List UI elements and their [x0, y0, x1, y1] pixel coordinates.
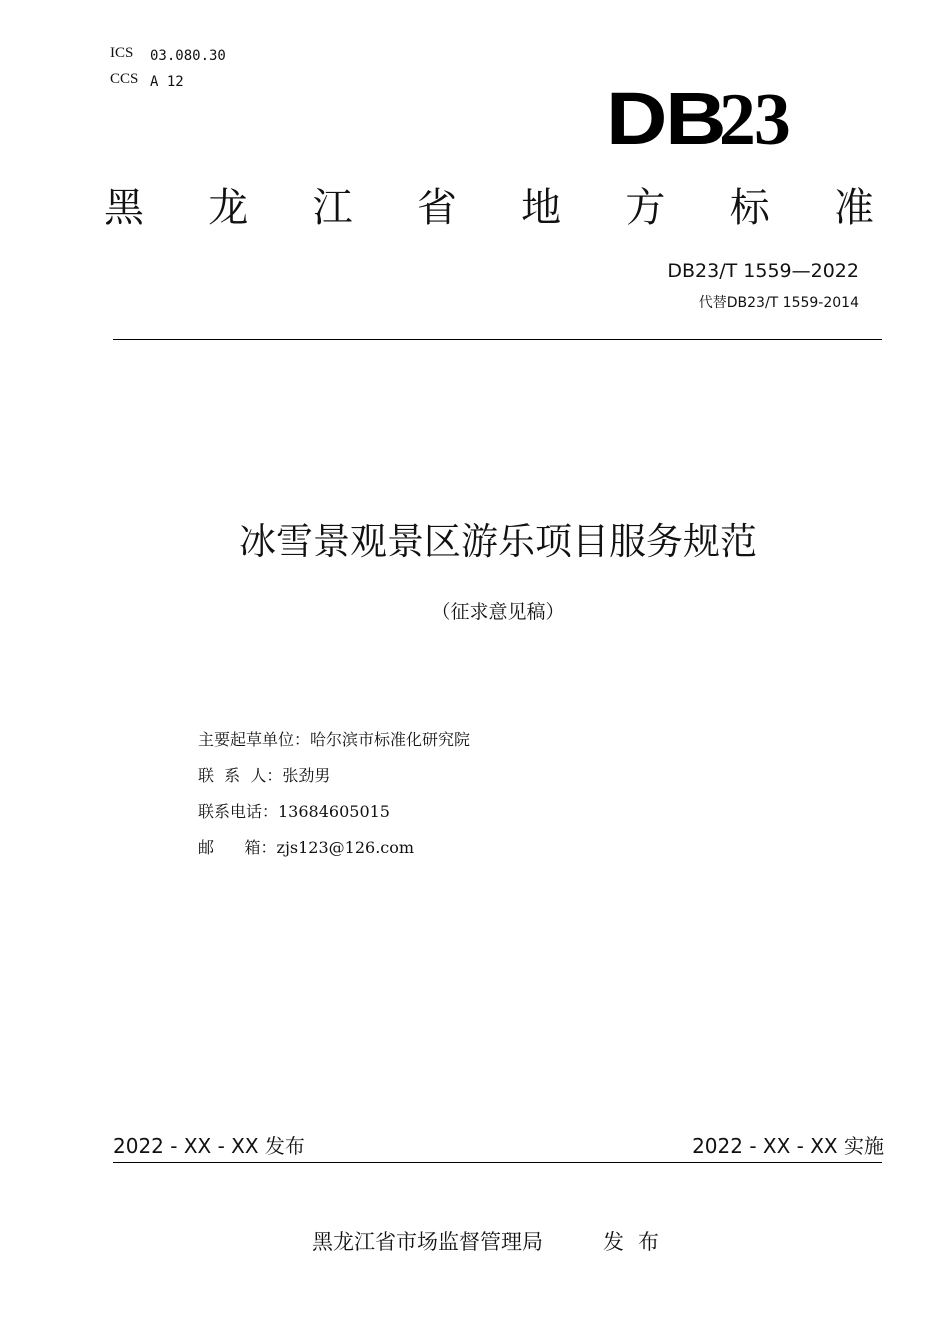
contact-phone: 联系电话：13684605015 [198, 802, 390, 821]
ccs-label: CCS [110, 71, 139, 87]
publish-date: 2022 - XX - XX 发布 [113, 1134, 305, 1158]
heading-char: 黑 [104, 185, 144, 231]
ics-label: ICS [110, 45, 134, 61]
issue-label: 发布 [603, 1230, 673, 1254]
heading-char: 方 [625, 185, 666, 231]
document-title: 冰雪景观景区游乐项目服务规范 [239, 520, 757, 563]
replaces-standard: 代替DB23/T 1559-2014 [698, 295, 859, 311]
standard-type-heading [104, 182, 874, 234]
ccs-code: A 12 [150, 74, 184, 90]
db23-logo [606, 77, 826, 161]
heading-char: 标 [729, 185, 770, 231]
heading-char: 龙 [208, 185, 249, 231]
heading-char: 省 [416, 185, 457, 231]
document-subtitle: （征求意见稿） [431, 601, 565, 623]
heading-char: 准 [833, 185, 874, 231]
heading-char: 江 [312, 185, 353, 231]
standard-number: DB23/T 1559—2022 [667, 260, 859, 282]
heading-char: 地 [521, 185, 562, 231]
footer-divider [113, 1162, 882, 1163]
header-divider [113, 339, 882, 340]
logo-letters: DB [606, 77, 725, 160]
contact-person: 联 系 人：张劲男 [198, 766, 331, 785]
issuing-authority: 黑龙江省市场监督管理局 [312, 1230, 543, 1254]
drafting-unit: 主要起草单位：哈尔滨市标准化研究院 [198, 730, 471, 749]
logo-number: 23 [718, 79, 789, 161]
implement-date: 2022 - XX - XX 实施 [692, 1134, 884, 1158]
ics-code: 03.080.30 [150, 48, 226, 64]
contact-email: 邮 箱：zjs123@126.com [198, 838, 415, 857]
